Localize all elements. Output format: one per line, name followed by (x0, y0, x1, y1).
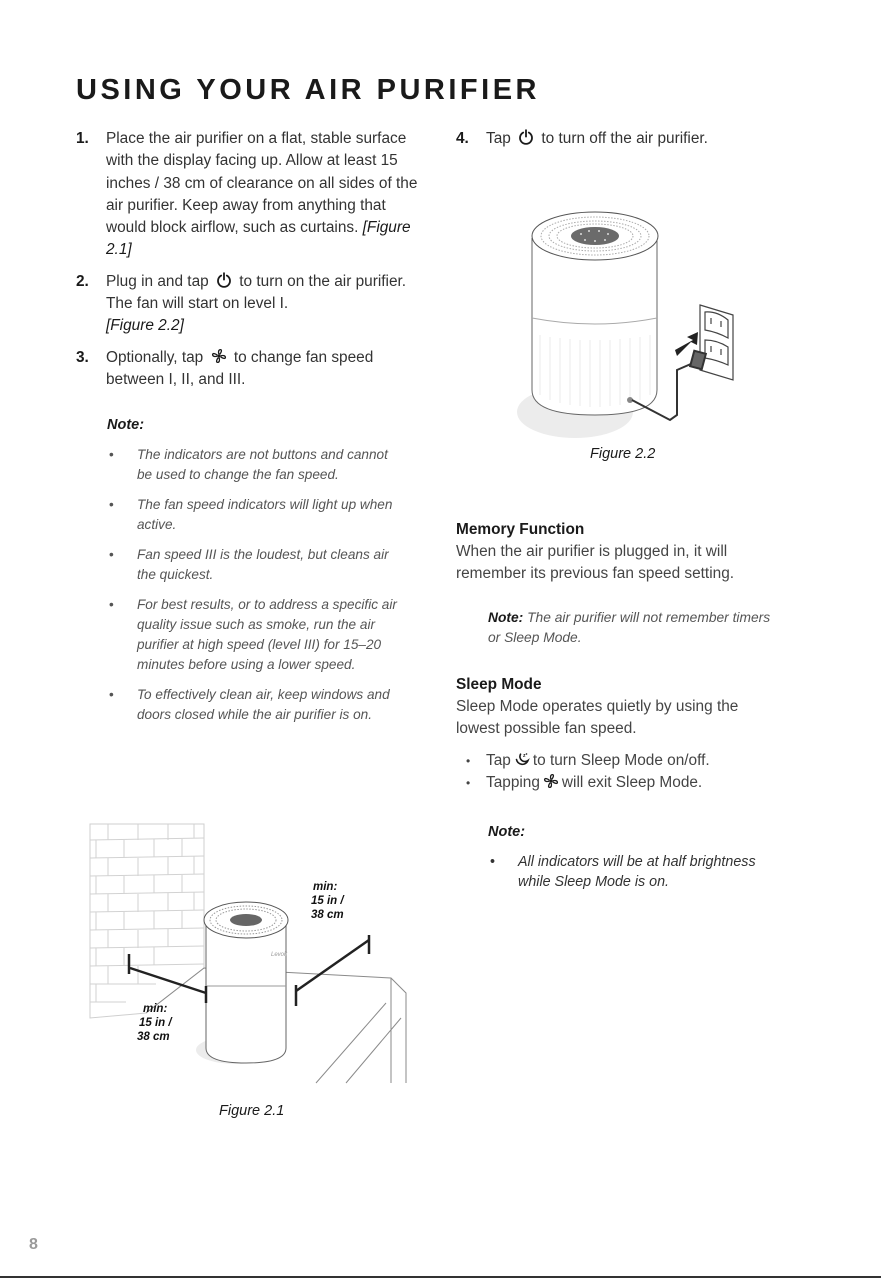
step-text-before: Optionally, tap (106, 348, 204, 366)
step-text: Place the air purifier on a flat, stable surface with the display facing up. Allow at least 15 inches / 38 cm of clearance on all sides of the air purifier. Keep away from anything that would block airflow, such as curtains. (106, 130, 418, 237)
note-label: Note: (488, 609, 524, 625)
page-title: USING YOUR AIR PURIFIER (76, 74, 540, 106)
right-column (456, 128, 796, 159)
power-icon (216, 272, 232, 288)
left-column (76, 128, 426, 735)
list-item: • The fan speed indicators will light up when active. (109, 497, 393, 533)
step-number: 3. (76, 348, 89, 366)
brand-mark: Levoit (271, 952, 288, 958)
memory-heading: Memory Function (456, 521, 585, 538)
air-purifier (204, 902, 288, 1063)
air-purifier (532, 212, 658, 415)
step-text-after: to turn off the air purifier. (541, 130, 708, 147)
memory-note (488, 608, 778, 648)
figure-2-2-caption: Figure 2.2 (590, 446, 656, 462)
figure-reference: [Figure 2.1] (106, 219, 411, 259)
clearance-label-left: 38 cm (137, 1031, 170, 1043)
clearance-label-left: 15 in / (139, 1017, 172, 1029)
list-item: • Fan speed III is the loudest, but cleans air the quickest. (109, 547, 389, 583)
note-heading: Note: (107, 417, 145, 434)
list-item: • All indicators will be at half brightness while Sleep Mode is on. (490, 853, 756, 890)
power-icon (518, 129, 534, 145)
sleep-note (488, 824, 778, 892)
sleep-text: Sleep Mode operates quietly by using the lowest possible fan speed. (456, 698, 739, 738)
step-number: 2. (76, 272, 89, 290)
step-2 (76, 271, 426, 338)
note-text: The air purifier will not remember timers or Sleep Mode. (488, 609, 771, 645)
list-item: • The indicators are not buttons and cannot be used to change the fan speed. (109, 447, 388, 483)
brick-wall (90, 824, 204, 1018)
step-number: 1. (76, 130, 89, 147)
wall-outlet (700, 305, 733, 380)
sleep-heading: Sleep Mode (456, 676, 542, 693)
list-item-text: All indicators will be at half brightness while Sleep Mode is on. (518, 853, 756, 890)
note-left (107, 417, 397, 725)
page-number: 8 (29, 1236, 38, 1253)
figure-2-1-caption: Figure 2.1 (219, 1103, 285, 1119)
clearance-label-right: 38 cm (311, 909, 344, 921)
list-item-text: Fan speed III is the loudest, but cleans air the quickest. (137, 547, 389, 583)
step-3 (76, 347, 426, 392)
fan-icon (211, 348, 227, 364)
step-text-before: Tap (486, 130, 511, 147)
memory-text: When the air purifier is plugged in, it will remember its previous fan speed setting. (456, 543, 735, 583)
clearance-label-right: min: (313, 881, 338, 893)
step-1 (76, 128, 426, 262)
fan-icon (543, 773, 559, 789)
step-text-before: Plug in and tap (106, 272, 209, 290)
list-item-text: Tapping (486, 773, 540, 791)
list-item: • For best results, or to address a specific air quality issue such as smoke, run the air purifier at high speed (level III) for 15–20 minutes before using a lower speed. (109, 597, 397, 673)
bottom-rule (0, 1276, 881, 1278)
list-item-text: Tap (486, 751, 511, 769)
step-text-after: to turn on the air purifier. The fan will start on level I. (106, 272, 407, 313)
step-text-after: to change fan speed between I, II, and III. (106, 348, 374, 388)
list-item-text: to turn Sleep Mode on/off. (532, 751, 710, 769)
step-number: 4. (456, 130, 469, 147)
figure-reference: [Figure 2.2] (106, 317, 184, 335)
list-item: • Tapping will exit Sleep Mode. (466, 773, 703, 791)
figure-2-2-illustration (505, 200, 750, 445)
note-heading: Note: (488, 823, 526, 840)
figure-2-1-illustration (86, 818, 416, 1088)
sleep-list (456, 750, 796, 794)
note-list (107, 445, 397, 725)
list-item-text: The indicators are not buttons and cannot be used to change the fan speed. (137, 447, 388, 483)
sleep-section (456, 676, 796, 902)
list-item: • To effectively clean air, keep windows and doors closed while the air purifier is on. (109, 687, 390, 723)
list-item-text: For best results, or to address a specific air quality issue such as smoke, run the air purifier at high speed (level III) for 15–20 minutes before using a lower speed. (137, 597, 397, 673)
note-list (488, 852, 778, 892)
memory-section (456, 521, 786, 648)
list-item-text: The fan speed indicators will light up when active. (137, 497, 393, 533)
clearance-label-right: 15 in / (311, 895, 344, 907)
list-item-text: To effectively clean air, keep windows and doors closed while the air purifier is on. (137, 687, 390, 723)
list-item: • Tap to turn Sleep Mode on/off. (466, 751, 710, 769)
step-4 (456, 128, 796, 150)
clearance-label-left: min: (143, 1003, 168, 1015)
sleep-icon (514, 751, 530, 767)
list-item-text: will exit Sleep Mode. (561, 773, 703, 791)
